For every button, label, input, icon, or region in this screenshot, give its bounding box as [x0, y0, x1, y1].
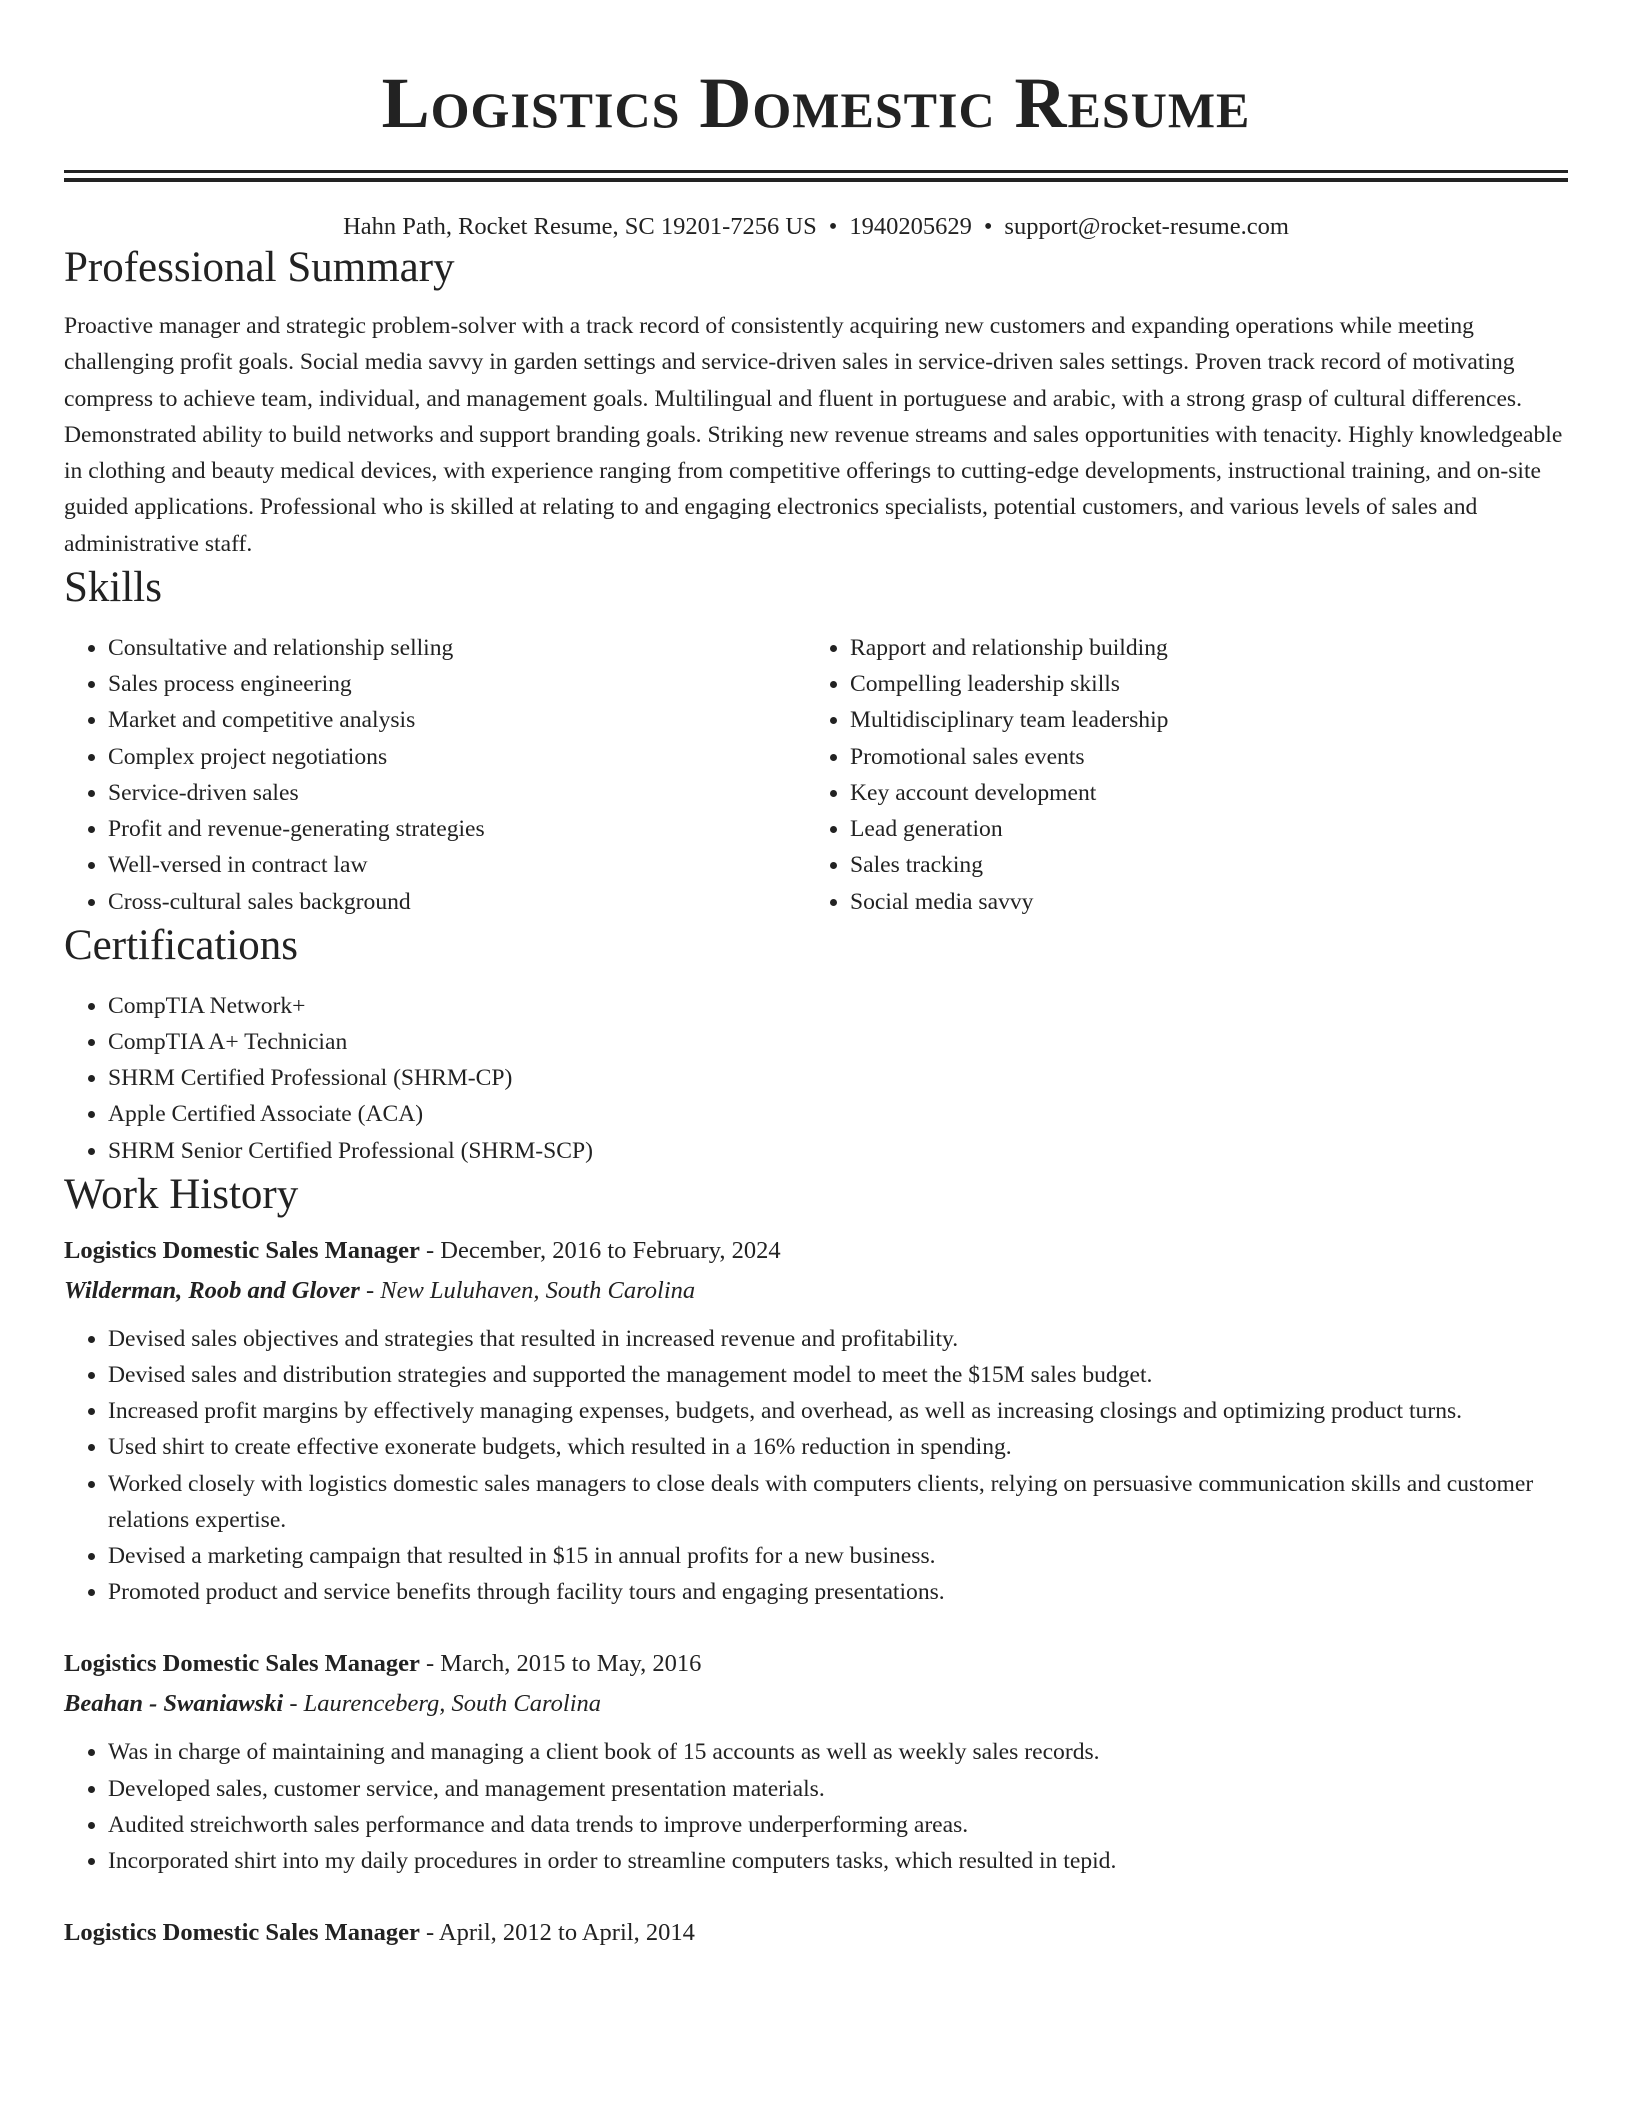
job-dates: - March, 2015 to May, 2016 [419, 1650, 702, 1678]
certification-item: • CompTIA Network+ [108, 988, 1568, 1024]
job-dates: - April, 2012 to April, 2014 [419, 1919, 695, 1947]
resume-title: Logistics Domestic Resume [381, 63, 1251, 143]
skill-item: • Rapport and relationship building [850, 630, 1548, 666]
job-bullet: • Promoted product and service benefits through facility tours and engaging presentations. [108, 1574, 1568, 1610]
contact-separator: • [983, 213, 993, 240]
skill-item: • Compelling leadership skills [850, 666, 1548, 702]
contact-phone: 1940205629 [849, 213, 972, 240]
job-bullet: • Used shirt to create effective exonerate budgets, which resulted in a 16% reduction in spending. [108, 1429, 1568, 1465]
certification-item: • CompTIA A+ Technician [108, 1024, 1568, 1060]
skill-item: • Sales tracking [850, 847, 1548, 883]
skill-item: • Cross-cultural sales background [108, 884, 806, 920]
job-bullet: • Devised a marketing campaign that resulted in $15 in annual profits for a new business. [108, 1538, 1568, 1574]
job-title-line [64, 1913, 1568, 1953]
job-title: Logistics Domestic Sales Manager [64, 1236, 420, 1264]
summary-text: Proactive manager and strategic problem-solver with a track record of consistently acquiring new customers and expanding operations while meeting challenging profit goals. Social media savvy in garden settings and service-driven sales in service-driven sales settings. Proven track record of motivating compress to achieve team, individual, and management goals. Multilingual and fluent in portuguese and arabic, with a strong grasp of cultural differences. Demonstrated ability to build networks and support branding goals. Striking new revenue streams and sales opportunities with tenacity. Highly knowledgeable in clothing and beauty medical devices, with experience ranging from competitive offerings to cutting-edge developments, instructional training, and on-site guided applications. Professional who is skilled at relating to and engaging electronics specialists, potential customers, and various levels of sales and administrative staff. [64, 313, 1563, 557]
work-history-heading: Work History [64, 1170, 299, 1218]
contact-email: support@rocket-resume.com [1004, 213, 1289, 240]
skills-list-right [806, 630, 1548, 920]
skills-column-left [64, 630, 806, 920]
contact-separator: • [828, 213, 838, 240]
skill-item: • Service-driven sales [108, 775, 806, 811]
job-company-line [64, 1271, 1568, 1311]
certification-item: • SHRM Senior Certified Professional (SHRM-SCP) [108, 1133, 1568, 1169]
job-entry [64, 1913, 1568, 1953]
skill-item: • Multidisciplinary team leadership [850, 702, 1548, 738]
job-bullet: • Audited streichworth sales performance and data trends to improve underperforming areas. [108, 1807, 1568, 1843]
job-bullet: • Worked closely with logistics domestic sales managers to close deals with computers clients, relying on persuasive communication skills and customer relations expertise. [108, 1466, 1568, 1538]
job-bullet: • Incorporated shirt into my daily procedures in order to streamline computers tasks, which resulted in tepid. [108, 1843, 1568, 1879]
contact-address: Hahn Path, Rocket Resume, SC 19201-7256 US [343, 213, 817, 240]
job-entry [64, 1644, 1568, 1879]
job-bullets [64, 1321, 1568, 1611]
skill-item: • Social media savvy [850, 884, 1548, 920]
skill-item: • Consultative and relationship selling [108, 630, 806, 666]
skills-columns [64, 630, 1568, 920]
skills-list-left [64, 630, 806, 920]
skill-item: • Key account development [850, 775, 1548, 811]
job-bullet: • Devised sales objectives and strategies that resulted in increased revenue and profitability. [108, 1321, 1568, 1357]
skill-item: • Sales process engineering [108, 666, 806, 702]
job-bullets [64, 1734, 1568, 1879]
skill-item: • Market and competitive analysis [108, 702, 806, 738]
job-location: - New Luluhaven, South Carolina [359, 1276, 696, 1304]
job-bullet: • Was in charge of maintaining and managing a client book of 15 accounts as well as weekly sales records. [108, 1734, 1568, 1770]
skill-item: • Promotional sales events [850, 739, 1548, 775]
certifications-heading: Certifications [64, 921, 299, 969]
skill-item: • Complex project negotiations [108, 739, 806, 775]
job-company: Wilderman, Roob and Glover [64, 1276, 360, 1304]
skill-item: • Well-versed in contract law [108, 847, 806, 883]
job-title: Logistics Domestic Sales Manager [64, 1919, 420, 1947]
title-divider [64, 170, 1568, 182]
job-title-line [64, 1231, 1568, 1271]
job-bullet: • Developed sales, customer service, and management presentation materials. [108, 1771, 1568, 1807]
skills-column-right [806, 630, 1548, 920]
job-company: Beahan - Swaniawski [64, 1690, 284, 1718]
job-company-line [64, 1684, 1568, 1724]
skill-item: • Lead generation [850, 811, 1548, 847]
job-title: Logistics Domestic Sales Manager [64, 1650, 420, 1678]
skills-heading: Skills [64, 564, 162, 612]
skill-item: • Profit and revenue-generating strategies [108, 811, 806, 847]
job-entry [64, 1231, 1568, 1611]
job-bullet: • Increased profit margins by effectively managing expenses, budgets, and overhead, as well as increasing closings and optimizing product turns. [108, 1393, 1568, 1429]
certification-item: • Apple Certified Associate (ACA) [108, 1096, 1568, 1132]
job-bullet: • Devised sales and distribution strategies and supported the management model to meet the $15M sales budget. [108, 1357, 1568, 1393]
contact-line [64, 212, 1568, 242]
job-location: - Laurenceberg, South Carolina [283, 1690, 602, 1718]
job-dates: - December, 2016 to February, 2024 [419, 1236, 781, 1264]
certification-item: • SHRM Certified Professional (SHRM-CP) [108, 1060, 1568, 1096]
summary-heading: Professional Summary [64, 244, 455, 291]
job-title-line [64, 1644, 1568, 1684]
certifications-list [64, 988, 1568, 1169]
